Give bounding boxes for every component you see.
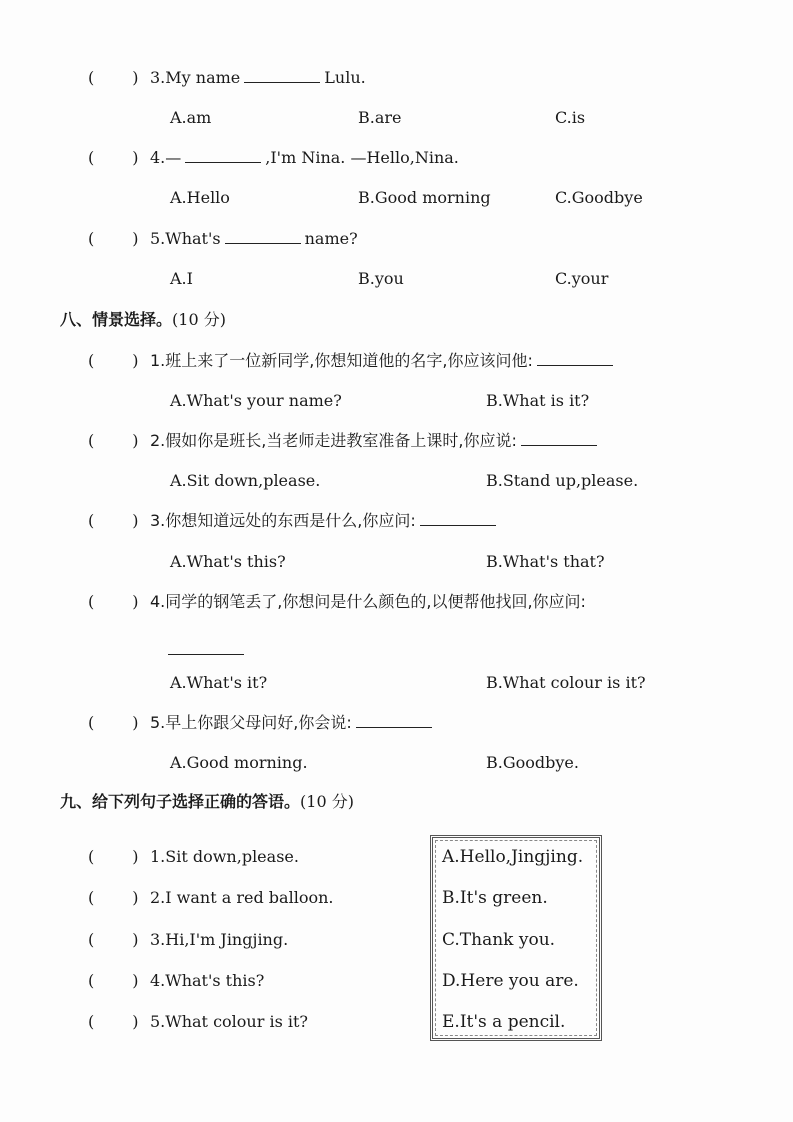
q-num: 5. (150, 1012, 166, 1031)
q-text: ,I'm Nina. —Hello,Nina. (265, 148, 459, 167)
q-text: What's this? (165, 971, 265, 990)
paren-open: ( (88, 431, 95, 450)
option-c: C.is (555, 108, 586, 127)
paren-open: ( (88, 68, 95, 87)
answer-paren[interactable] (88, 1012, 139, 1032)
paren-open: ( (88, 592, 95, 611)
paren-close: ) (132, 351, 139, 370)
paren-open: ( (88, 1012, 95, 1031)
q-num: 3. (150, 930, 166, 949)
paren-open: ( (88, 930, 95, 949)
q-text: My name (165, 68, 241, 87)
option-a: A.What's this? (170, 552, 286, 571)
title-text: 九、给下列句子选择正确的答语。 (60, 792, 301, 811)
q-num: 4. (150, 592, 166, 611)
option-b: B.are (358, 108, 402, 127)
option-a: A.What's it? (170, 673, 268, 692)
question-7-3 (150, 68, 366, 88)
question-8-1 (150, 351, 617, 371)
paren-open: ( (88, 351, 95, 370)
answer-paren[interactable] (88, 713, 139, 733)
q-num: 4. (150, 148, 166, 167)
q-text: What colour is it? (165, 1012, 308, 1031)
q-text: Sit down,please. (165, 847, 299, 866)
answer-d: D.Here you are. (442, 971, 579, 991)
answer-paren[interactable] (88, 351, 139, 371)
q-text: 班上来了一位新同学,你想知道他的名字,你应该问他: (165, 351, 533, 370)
question-8-3 (150, 511, 500, 531)
answer-blank[interactable] (521, 431, 597, 446)
answer-blank[interactable] (244, 68, 320, 83)
q-text: What's (165, 229, 221, 248)
answer-blank[interactable] (168, 640, 244, 655)
option-b: B.What is it? (486, 391, 590, 410)
option-a: A.Sit down,please. (170, 471, 321, 490)
paren-close: ) (132, 229, 139, 248)
q-text: name? (304, 229, 358, 248)
answer-paren[interactable] (88, 930, 139, 950)
option-b: B.What colour is it? (486, 673, 646, 692)
q-num: 2. (150, 888, 166, 907)
option-b: B.Good morning (358, 188, 491, 207)
question-7-4 (150, 148, 459, 168)
q-num: 2. (150, 431, 166, 450)
option-a: A.What's your name? (170, 391, 342, 410)
paren-close: ) (132, 971, 139, 990)
answer-paren[interactable] (88, 431, 139, 451)
paren-open: ( (88, 148, 95, 167)
answer-blank[interactable] (225, 229, 301, 244)
points: (10 分) (300, 792, 354, 811)
paren-close: ) (132, 1012, 139, 1031)
answer-a: A.Hello,Jingjing. (442, 847, 584, 867)
answer-e: E.It's a pencil. (442, 1012, 566, 1032)
question-9-4 (150, 971, 264, 991)
q-num: 3. (150, 511, 166, 530)
paren-close: ) (132, 68, 139, 87)
question-9-1 (150, 847, 299, 867)
q-text: I want a red balloon. (165, 888, 334, 907)
q-num: 3. (150, 68, 166, 87)
q-text: 假如你是班长,当老师走进教室准备上课时,你应说: (165, 431, 517, 450)
answer-paren[interactable] (88, 592, 139, 612)
question-8-5 (150, 713, 436, 733)
option-a: A.Hello (170, 188, 230, 207)
option-b: B.What's that? (486, 552, 605, 571)
section9-title (60, 792, 354, 812)
answer-b: B.It's green. (442, 888, 548, 908)
answer-paren[interactable] (88, 888, 139, 908)
answer-paren[interactable] (88, 148, 139, 168)
answer-paren[interactable] (88, 68, 139, 88)
q-num: 5. (150, 229, 166, 248)
q-num: 5. (150, 713, 166, 732)
answer-c: C.Thank you. (442, 930, 556, 950)
option-c: C.Goodbye (555, 188, 643, 207)
paren-close: ) (132, 511, 139, 530)
question-8-2 (150, 431, 601, 451)
paren-close: ) (132, 930, 139, 949)
answer-blank[interactable] (185, 148, 261, 163)
points: (10 分) (172, 310, 226, 329)
paren-close: ) (132, 592, 139, 611)
answer-blank[interactable] (420, 511, 496, 526)
answer-paren[interactable] (88, 847, 139, 867)
question-9-5 (150, 1012, 308, 1032)
q-text: 早上你跟父母问好,你会说: (165, 713, 352, 732)
option-a: A.am (170, 108, 212, 127)
question-9-2 (150, 888, 333, 908)
q-text: Hi,I'm Jingjing. (165, 930, 289, 949)
title-text: 八、情景选择。 (60, 310, 173, 329)
q-text: Lulu. (324, 68, 366, 87)
paren-close: ) (132, 847, 139, 866)
q-text: 同学的钢笔丢了,你想问是什么颜色的,以便帮他找回,你应问: (165, 592, 586, 611)
paren-open: ( (88, 229, 95, 248)
q-text: 你想知道远处的东西是什么,你应问: (165, 511, 416, 530)
paren-open: ( (88, 888, 95, 907)
paren-open: ( (88, 971, 95, 990)
answer-blank[interactable] (537, 351, 613, 366)
answer-paren[interactable] (88, 229, 139, 249)
option-a: A.I (170, 269, 193, 288)
q-num: 4. (150, 971, 166, 990)
option-b: B.Stand up,please. (486, 471, 639, 490)
answer-paren[interactable] (88, 971, 139, 991)
paren-close: ) (132, 431, 139, 450)
q-text: — (165, 148, 182, 167)
option-b: B.Goodbye. (486, 753, 579, 772)
paren-open: ( (88, 847, 95, 866)
option-c: C.your (555, 269, 609, 288)
paren-close: ) (132, 713, 139, 732)
question-7-5 (150, 229, 358, 249)
option-b: B.you (358, 269, 404, 288)
answer-paren[interactable] (88, 511, 139, 531)
paren-open: ( (88, 511, 95, 530)
q-num: 1. (150, 351, 166, 370)
paren-close: ) (132, 148, 139, 167)
question-8-4 (150, 592, 586, 612)
option-a: A.Good morning. (170, 753, 308, 772)
question-9-3 (150, 930, 288, 950)
paren-close: ) (132, 888, 139, 907)
q-num: 1. (150, 847, 166, 866)
section8-title (60, 310, 226, 330)
answer-blank[interactable] (356, 713, 432, 728)
paren-open: ( (88, 713, 95, 732)
